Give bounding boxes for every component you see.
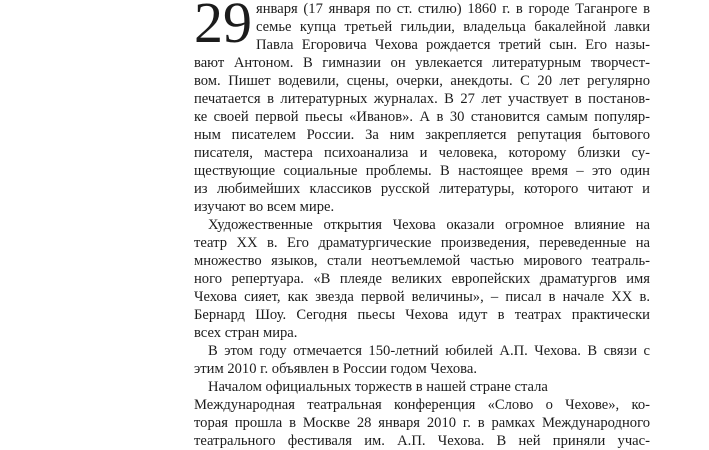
text-line: печатается в литературных журналах. В 27 лет участвует в постанов- [194, 91, 650, 107]
text-line: торая прошла в Москве 28 января 2010 г. в рамках Международного [194, 415, 650, 431]
text-line: всех стран мира. [194, 325, 298, 341]
text-line: ным писателем России. За ним закрепляется репутация бытового [194, 127, 650, 143]
text-line: ществующие социальные проблемы. В настоящее время – это один [194, 163, 650, 179]
text-line: ного репертуара. «В плеяде великих европейских драматургов имя [194, 271, 650, 287]
drop-cap: 29 [194, 0, 252, 55]
text-line: писателя, мастера психоанализа и человека, которому близки су- [194, 145, 650, 161]
text-line: В этом году отмечается 150-летний юбилей А.П. Чехова. В связи с [208, 343, 650, 359]
text-line: театр XX в. Его драматургические произведения, переведенные на [194, 235, 650, 251]
text-line: этим 2010 г. объявлен в России годом Чехова. [194, 361, 477, 377]
text-line: семье купца третьей гильдии, владельца бакалейной лавки [256, 19, 650, 35]
text-line: множество языков, стали неотъемлемой частью мирового театраль- [194, 253, 650, 269]
text-line: января (17 января по ст. стилю) 1860 г. в городе Таганроге в [256, 1, 650, 17]
text-line: Международная театральная конференция «Слово о Чехове», ко- [194, 397, 650, 413]
text-line: изучают во всем мире. [194, 199, 335, 215]
text-line: Началом официальных торжеств в нашей стране стала [208, 379, 548, 395]
text-line: Художественные открытия Чехова оказали огромное влияние на [208, 217, 650, 233]
text-line: Павла Егоровича Чехова рождается третий сын. Его назы- [256, 37, 650, 53]
text-line: Чехова сияет, как звезда первой величины», – писал в начале XX в. [194, 289, 650, 305]
text-line: театрального фестиваля им. А.П. Чехова. В ней приняли учас- [194, 433, 650, 449]
text-line: Бернард Шоу. Сегодня пьесы Чехова идут в театрах практически [194, 307, 650, 323]
text-line: вают Антоном. В гимназии он увлекается литературным творчест- [194, 55, 650, 71]
text-line: ке своей первой пьесы «Иванов». А в 30 становится самым популяр- [194, 109, 650, 125]
text-line: вом. Пишет водевили, сцены, очерки, анекдоты. С 20 лет регулярно [194, 73, 650, 89]
text-line: из любимейших классиков русской литературы, которого читают и [194, 181, 650, 197]
